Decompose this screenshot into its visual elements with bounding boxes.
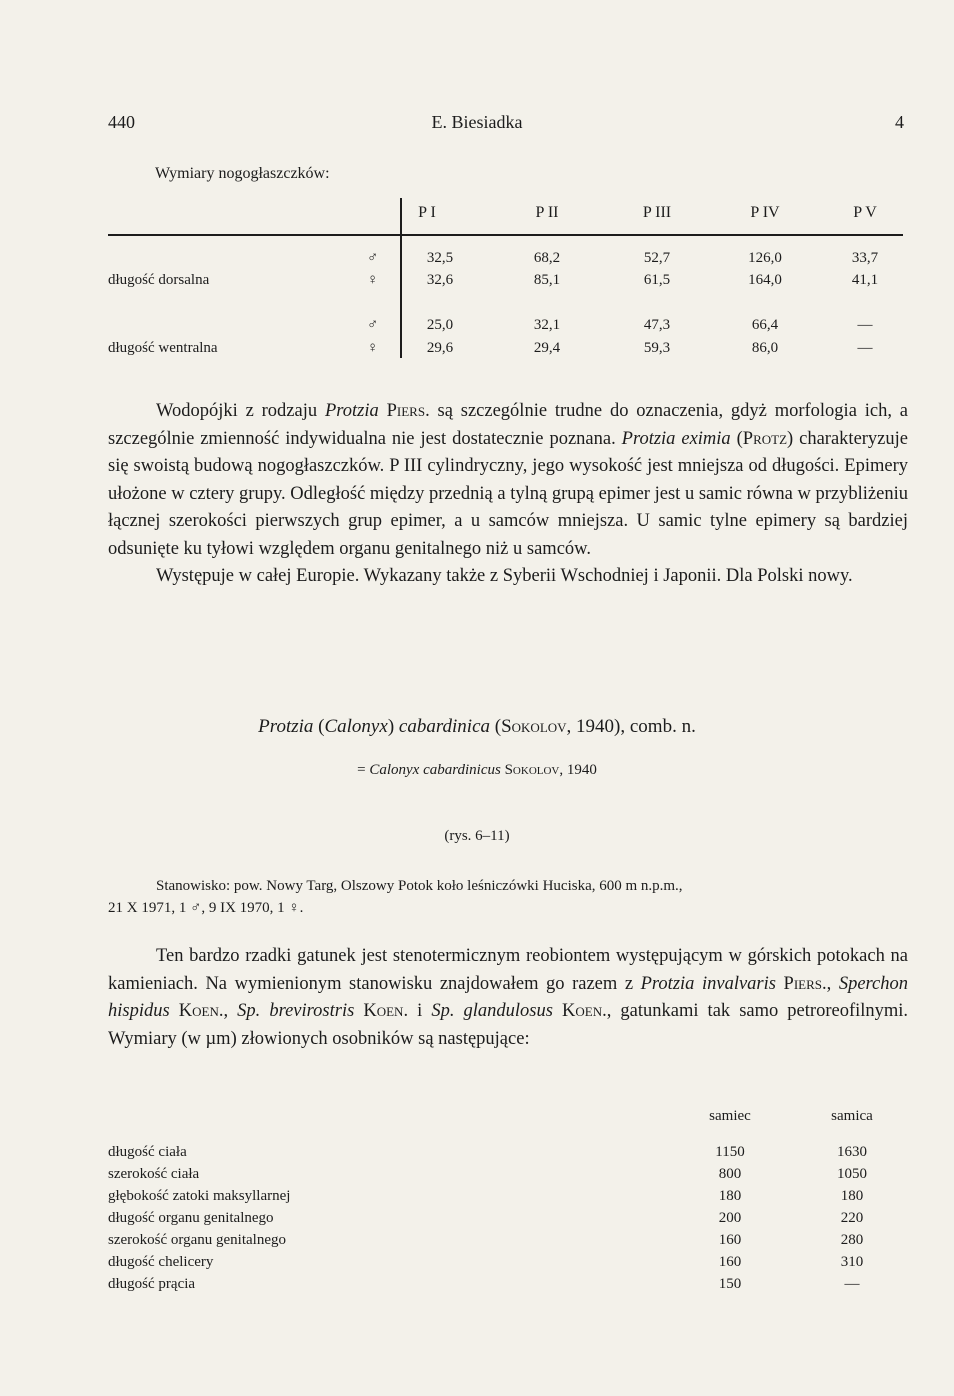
table-cell: 25,0 [426,317,454,333]
row-label: długość wentralna [108,340,218,356]
table-cell: 280 [840,1232,864,1248]
col-header: P II [535,204,559,221]
table-cell: 160 [718,1254,742,1270]
author-name: Koen [562,1001,603,1021]
table-cell: 1150 [715,1144,745,1160]
distribution-text: Występuje w całej Europie. Wykazany także z Syberii Wschodniej i Japonii. Dla Polski nowy. [156,566,853,586]
text: ( [313,716,325,737]
text: ., gatunkami tak samo petroreofilnymi. Wymiary (w µm) złowionych osobników są następujące: [108,1001,909,1049]
table-cell: — [857,317,873,333]
subgenus-name: Calonyx [324,716,388,737]
female-symbol: ♀ [367,340,379,356]
row-label: długość ciała [108,1144,187,1160]
table-cell: 310 [840,1254,864,1270]
table-cell: 68,2 [533,250,561,266]
locality-line: Stanowisko: pow. Nowy Targ, Olszowy Potok koło leśniczówki Huciska, 600 m n.p.m., [156,878,683,894]
author-name: Sokolov [504,762,560,778]
text: . i [403,1001,432,1021]
text: ) [387,716,399,737]
table-cell: 220 [840,1210,864,1226]
synonym-line [0,762,954,779]
genus-name: Protzia [258,716,314,737]
locality [108,875,908,919]
table-cell: 29,6 [426,340,454,356]
table-cell: — [857,340,873,356]
page-number: 440 [108,112,135,132]
row-label: długość dorsalna [108,272,210,288]
table-cell: 29,4 [533,340,561,356]
table-cell: 180 [840,1188,864,1204]
paragraph-ecology [108,943,908,1053]
row-label: długość organu genitalnego [108,1210,274,1226]
table-cell: 52,7 [643,250,671,266]
author-name: Protz [742,428,788,449]
table-cell: 85,1 [533,272,561,288]
year: , 1940 [559,762,597,778]
text: . są szczególnie trudne do oznaczenia, gdyż morfologia ich, a szczególnie zmienność indywidualna nie jest dostatecznie poznana. [108,401,909,449]
table-cell: — [844,1276,860,1292]
row-label: długość prącia [108,1276,196,1292]
col-header: P V [853,204,877,221]
species-name: cabardinica [398,716,491,737]
text: ., [218,1001,238,1021]
locality-line: 21 X 1971, 1 ♂, 9 IX 1970, 1 ♀. [108,900,304,916]
col-header: P III [642,204,672,221]
table-cell: 800 [718,1166,742,1182]
species-name: Sp. brevirostris [237,1001,355,1021]
table-header-rule [108,234,903,236]
table-cell: 61,5 [643,272,671,288]
legs-table-caption: Wymiary nogogłaszczków: [155,165,330,182]
table-cell: 160 [718,1232,742,1248]
row-label: szerokość organu genitalnego [108,1232,287,1248]
female-symbol: ♀ [367,272,379,288]
table-cell: 32,6 [426,272,454,288]
table-cell: 1050 [837,1166,867,1182]
figures-reference: (rys. 6–11) [444,828,510,844]
col-header: P IV [750,204,780,221]
male-symbol: ♂ [367,250,379,266]
text: ., [822,973,839,994]
synonym-name: Calonyx cabardinicus [369,762,501,778]
paragraph-description [108,398,908,591]
table-cell: 32,5 [426,250,454,266]
equals-sign: = [357,762,366,778]
species-name: Sperchon hispidus [108,973,908,1021]
text: ( [490,716,502,737]
col-header-female: samica [831,1108,873,1124]
table-cell: 150 [718,1276,742,1292]
col-header-male: samiec [709,1108,751,1124]
text: Wodopójki z rodzaju [156,401,325,421]
table-cell: 200 [718,1210,742,1226]
row-label: szerokość ciała [108,1166,200,1182]
text: ) charakteryzuje się swoistą budową nogogłaszczków. P III cylindryczny, jego wysokość jest mniejsza od długości. Epimery ułożone w cztery grupy. Odległość między przednią a tylną grupą epimer jest u samic równa w przybliżeniu łącznej szerokości pierwszych grup epimer, a u samców mniejsza. U samic tylne epimery są bardziej odsunięte ku tyłowi względem organu genitalnego niż u samców. [108,428,908,559]
author-name: Piers [386,401,426,421]
species-name: Protzia invalvaris [640,973,776,994]
text: ( [730,428,743,449]
running-author: E. Biesiadka [431,112,523,132]
table-cell: 86,0 [751,340,779,356]
table-vertical-rule [400,198,402,358]
male-symbol: ♂ [367,317,379,333]
text: , 1940), comb. n. [566,716,696,737]
species-name: Sp. glandulosus [431,1001,553,1021]
genus-name: Protzia [324,401,379,421]
row-label: głębokość zatoki maksyllarnej [108,1188,291,1204]
table-cell: 41,1 [851,272,879,288]
table-cell: 66,4 [751,317,779,333]
author-name: Koen [178,1001,219,1021]
issue-number: 4 [895,112,904,132]
text: Ten bardzo rzadki gatunek jest stenotermicznym reobiontem występującym w górskich potokach na kamieniach. Na wymienionym stanowisku znajdowałem go razem z [108,946,908,994]
table-cell: 1630 [837,1144,867,1160]
table-cell: 59,3 [643,340,671,356]
col-header: P I [418,204,436,221]
author-name: Sokolov [501,716,567,737]
table-cell: 164,0 [748,272,782,288]
author-name: Koen [363,1001,404,1021]
species-name: Protzia eximia [621,428,731,449]
species-heading [0,716,954,738]
table-cell: 126,0 [748,250,782,266]
table-cell: 47,3 [643,317,671,333]
table-cell: 33,7 [851,250,879,266]
table-cell: 32,1 [533,317,561,333]
table-cell: 180 [718,1188,742,1204]
row-label: długość chelicery [108,1254,214,1270]
author-name: Piers [783,973,822,994]
